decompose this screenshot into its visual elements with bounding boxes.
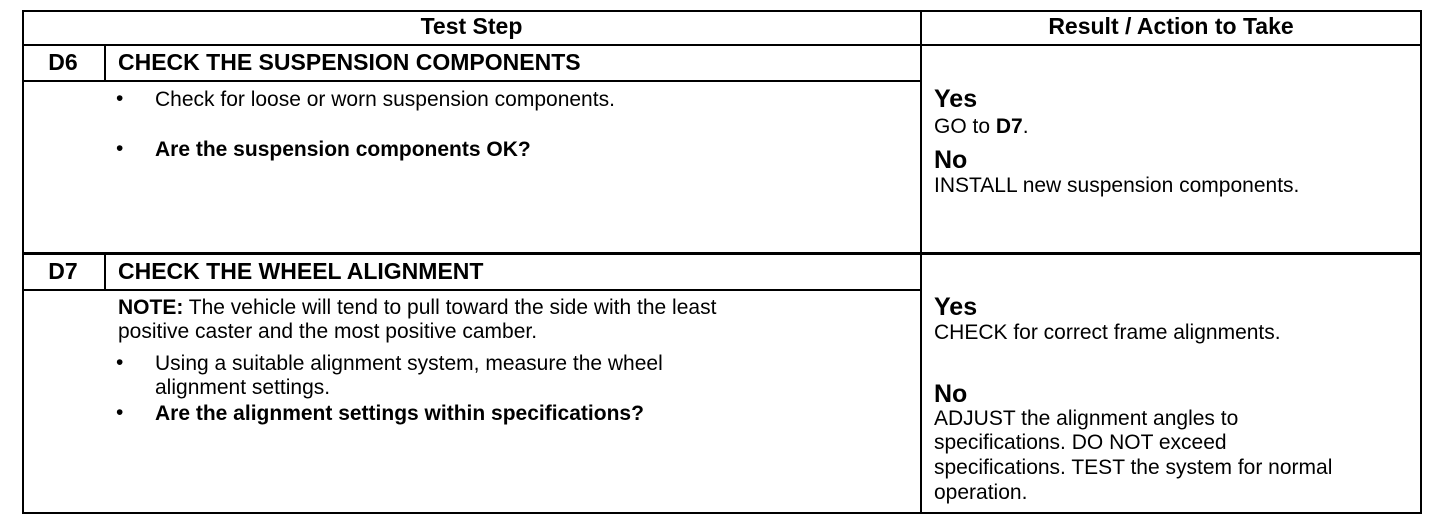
d6-question-bullet-glyph: • [116,137,124,160]
d7-note-line-1 [118,296,716,320]
table-border-bottom [22,512,1422,514]
d6-yes-label: Yes [934,85,978,113]
d7-no-action-line-2: specifications. DO NOT exceed [934,431,1227,454]
d6-no-label: No [934,146,968,174]
table-border-right [1420,10,1422,514]
d7-bullet-1-glyph: • [116,351,124,374]
d7-title-divider [22,289,921,291]
d6-title-divider [22,80,921,82]
d7-no-action-line-1: ADJUST the alignment angles to [934,407,1239,430]
d6-no-action: INSTALL new suspension components. [934,174,1300,197]
d6-yes-action-suffix: . [1022,115,1029,138]
d7-note-text-1: The vehicle will tend to pull toward the side with the least [183,296,717,319]
d7-step-id: D7 [48,258,78,284]
d7-id-divider [104,254,106,290]
d7-step-title: CHECK THE WHEEL ALIGNMENT [118,258,484,284]
d7-no-action-line-4: operation. [934,481,1028,504]
d7-question: Are the alignment settings within specifications? [155,402,644,425]
d6-step-id: D6 [48,49,78,75]
d6-question: Are the suspension components OK? [155,138,531,161]
d7-yes-action: CHECK for correct frame alignments. [934,321,1281,344]
d7-bullet-1-line-2: alignment settings. [155,376,331,399]
d6-yes-action-target: D7 [995,115,1023,138]
d7-no-label: No [934,380,968,408]
d7-question-bullet-glyph: • [116,401,124,424]
d6-bullet-1-glyph: • [116,87,124,110]
header-test-step: Test Step [420,13,523,39]
d6-yes-action-prefix: GO to [934,115,996,138]
table-border-top [22,10,1422,12]
d7-bullet-1-line-1: Using a suitable alignment system, measure the wheel [155,352,663,375]
header-divider [22,44,1422,46]
d6-step-title: CHECK THE SUSPENSION COMPONENTS [118,49,581,75]
column-divider [920,10,922,514]
d7-note-label: NOTE: [118,296,184,319]
d7-no-action-line-3: specifications. TEST the system for normal [934,456,1333,479]
d7-yes-label: Yes [934,293,978,321]
d6-yes-action [934,115,1029,139]
d6-d7-separator [22,252,1422,255]
diagnostic-table [22,10,1422,514]
d6-id-divider [104,45,106,81]
d6-bullet-1: Check for loose or worn suspension components. [155,88,615,111]
header-result-action: Result / Action to Take [1048,13,1294,39]
d7-note-line-2: positive caster and the most positive camber. [118,320,538,343]
